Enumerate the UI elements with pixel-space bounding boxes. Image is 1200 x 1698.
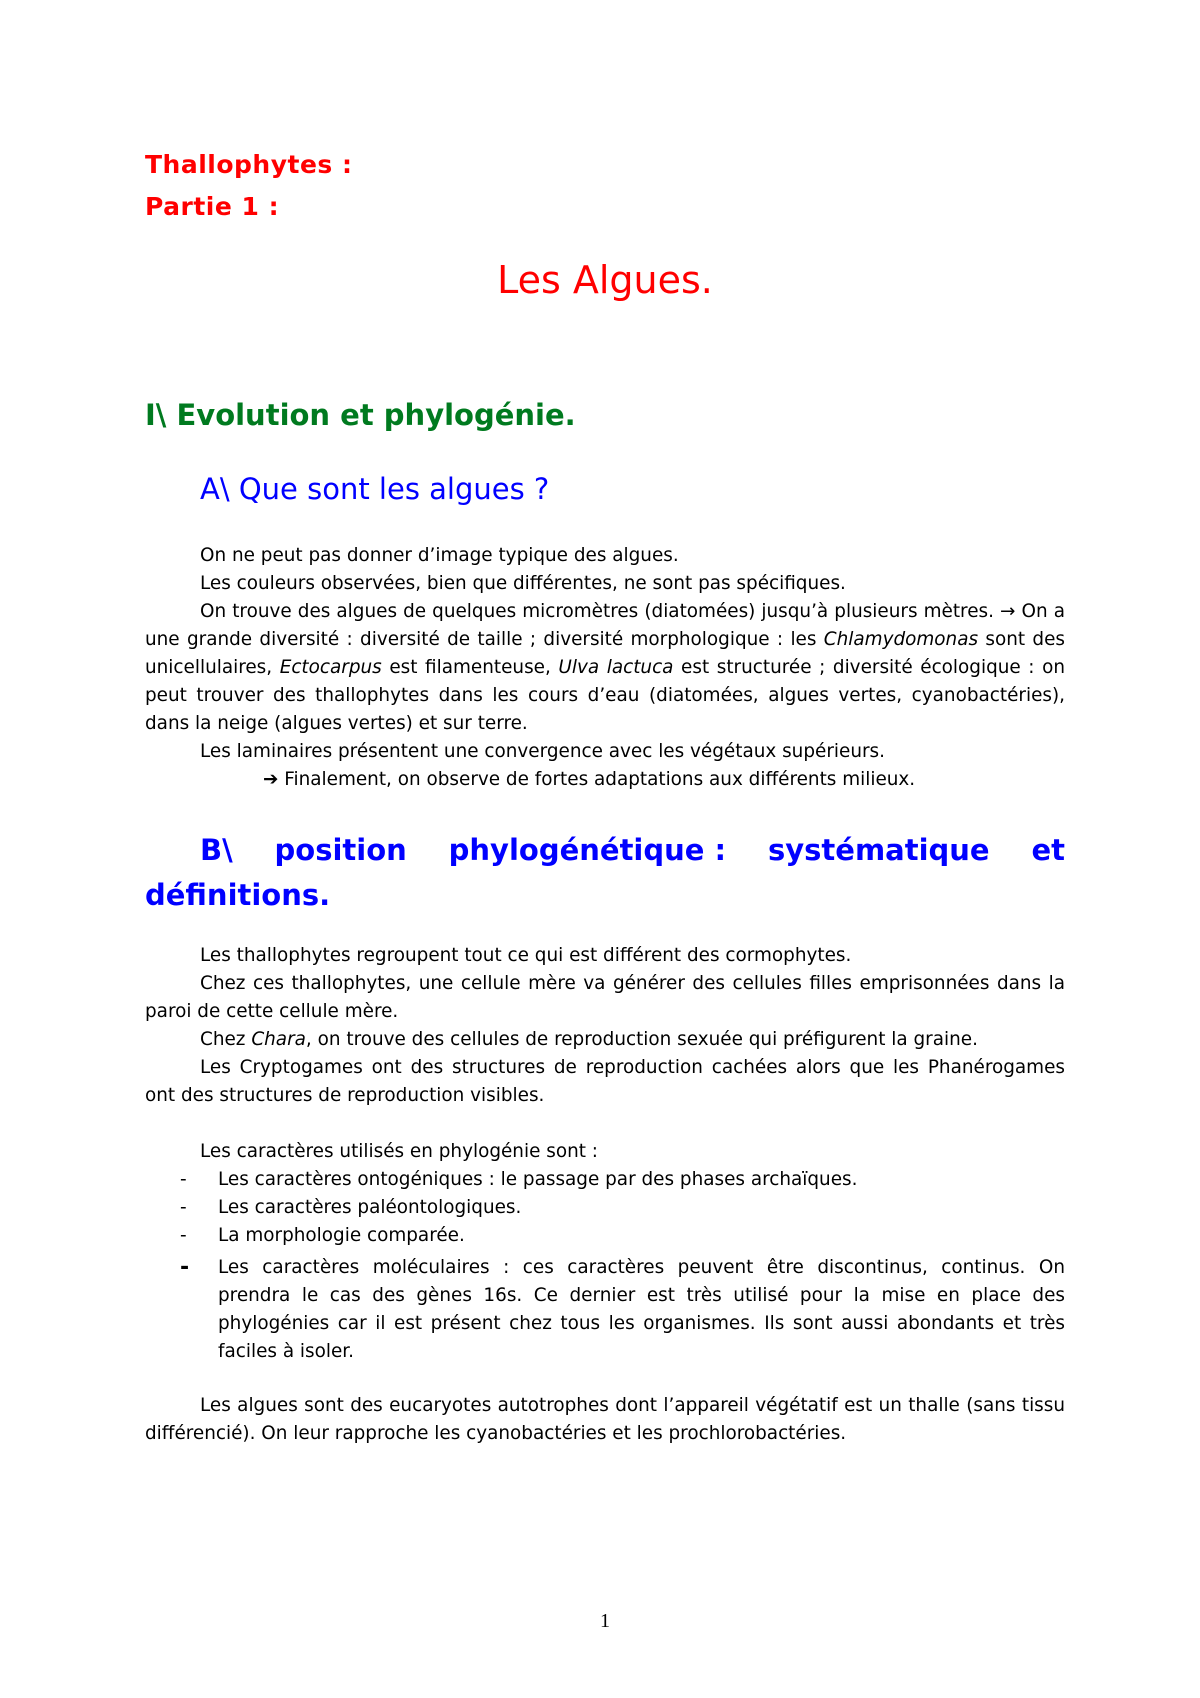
conclusion-paragraph [145,1392,1065,1448]
paragraph: Les couleurs observées, bien que différentes, ne sont pas spécifiques. [200,573,846,594]
text-run: On trouve des algues de quelques micromètres (diatomées) jusqu’à plusieurs mètres. → On a une grande diversité : diversité de taille ; diversité morphologique : les [145,601,1065,650]
list-dash: - [180,1169,187,1190]
text-run: est filamenteuse, [381,657,559,678]
text-run: Chez [200,1029,252,1050]
list-dash: - [180,1197,187,1218]
text-run: sont des unicellulaires, [145,629,1065,678]
species-name: Ectocarpus [279,657,382,678]
section-a-body [145,542,1065,794]
list-dash: - [180,1255,190,1280]
heading-word: B\ [200,833,233,867]
list-intro [145,1138,1065,1166]
paragraph: Les laminaires présentent une convergence avec les végétaux supérieurs. [200,741,885,762]
heading-word: phylogénétique : [448,833,727,867]
list-item [145,1222,1065,1250]
text-run: est structurée ; diversité écologique : on peut trouver des thallophytes dans les cours d’eau (diatomées, algues vertes, cyanobactéries), dans la neige (algues vertes) et sur terre. [145,657,1065,734]
list-item-text: La morphologie comparée. [218,1225,465,1246]
characters-list [145,1166,1065,1366]
section-b-heading-line2: définitions. [145,878,331,912]
partie-title: Partie 1 : [145,192,280,221]
section-1-heading: I\ Evolution et phylogénie. [145,398,576,432]
section-a-heading: A\ Que sont les algues ? [200,472,550,506]
list-item [145,1254,1065,1366]
species-name: Ulva lactuca [558,657,674,678]
conclusion-arrow-line: ➔ Finalement, on observe de fortes adaptations aux différents milieux. [263,769,916,790]
list-dash: - [180,1225,187,1246]
thallophytes-title: Thallophytes : [145,150,353,179]
heading-word: systématique [767,833,990,867]
section-b-heading [145,828,1065,918]
heading-word: position [274,833,407,867]
list-item-text: Les caractères moléculaires : ces caractères peuvent être discontinus, continus. On prendra le cas des gènes 16s. Ce dernier est très utilisé pour la mise en place des phylogénies car il est présent chez tous les organismes. Ils sont aussi abondants et très faciles à isoler. [218,1257,1065,1362]
genus-name: Chara [251,1029,306,1050]
text-run: , on trouve des cellules de reproduction sexuée qui préfigurent la graine. [305,1029,978,1050]
section-b-heading-line1 [145,828,1065,873]
species-name: Chlamydomonas [823,629,979,650]
heading-word: et [1031,833,1065,867]
paragraph: Les algues sont des eucaryotes autotrophes dont l’appareil végétatif est un thalle (sans tissu différencié). On leur rapproche les cyanobactéries et les prochlorobactéries. [145,1395,1065,1444]
list-item [145,1194,1065,1222]
paragraph [145,598,1065,738]
section-b-body [145,942,1065,1110]
main-title: Les Algues. [497,258,713,302]
paragraph: Chez ces thallophytes, une cellule mère va générer des cellules filles emprisonnées dans la paroi de cette cellule mère. [145,973,1065,1022]
list-item-text: Les caractères ontogéniques : le passage par des phases archaïques. [218,1169,858,1190]
paragraph: Les thallophytes regroupent tout ce qui est différent des cormophytes. [200,945,852,966]
page-number: 1 [600,1610,610,1632]
document-page [145,0,1065,1698]
paragraph: Les caractères utilisés en phylogénie sont : [200,1141,598,1162]
paragraph: On ne peut pas donner d’image typique des algues. [200,545,679,566]
paragraph [145,1026,1065,1054]
paragraph: Les Cryptogames ont des structures de reproduction cachées alors que les Phanérogames ont des structures de reproduction visibles. [145,1057,1065,1106]
list-item-text: Les caractères paléontologiques. [218,1197,522,1218]
list-item [145,1166,1065,1194]
